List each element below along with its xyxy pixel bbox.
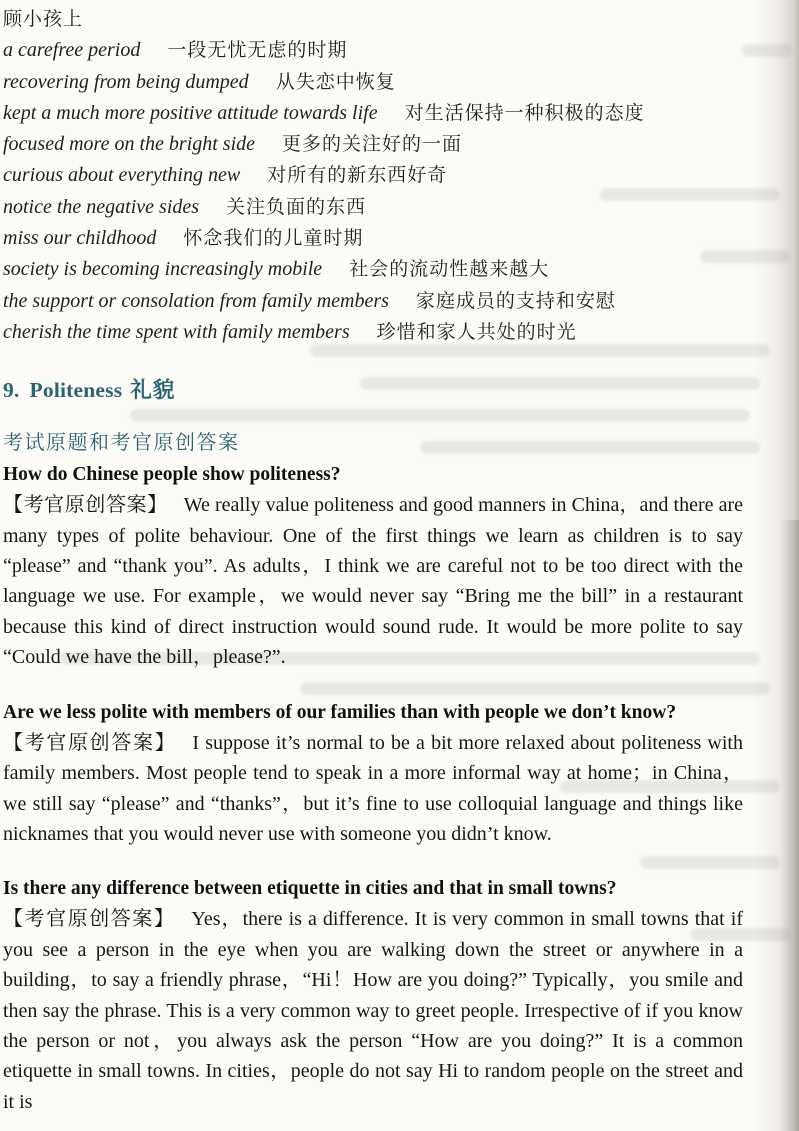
- vocab-chinese: 对所有的新东西好奇: [267, 165, 448, 187]
- question: Are we less polite with members of our families than with people we don’t know?: [3, 701, 677, 723]
- answer-paragraph: [3, 490, 743, 672]
- vocab-english: notice the negative sides: [3, 195, 200, 218]
- bleedthrough-artifact: [742, 44, 792, 57]
- vocab-english: miss our childhood: [3, 227, 157, 250]
- vocab-item: [3, 192, 745, 223]
- vocab-item: [3, 35, 745, 66]
- vocab-item: [3, 286, 745, 317]
- section-title: [3, 377, 745, 403]
- qa-block: [3, 875, 745, 1117]
- vocab-chinese: 关注负面的东西: [226, 196, 367, 218]
- page-edge-shadow: [753, 0, 799, 1131]
- subheading: 考试原题和考官原创答案: [3, 432, 240, 455]
- vocab-partial-line: [3, 4, 745, 35]
- vocab-chinese: 从失恋中恢复: [275, 71, 396, 93]
- vocab-english: the support or consolation from family members: [3, 289, 389, 312]
- vocab-chinese: 社会的流动性越来越大: [349, 259, 550, 281]
- vocab-item: [3, 223, 745, 254]
- vocab-english: recovering from being dumped: [3, 70, 249, 93]
- vocab-chinese: 对生活保持一种积极的态度: [404, 102, 645, 124]
- qa-block: [3, 699, 745, 850]
- vocab-english: kept a much more positive attitude towards life: [3, 101, 378, 124]
- question: Is there any difference between etiquette in cities and that in small towns?: [3, 878, 617, 900]
- vocab-chinese: 一段无忧无虑的时期: [167, 40, 348, 62]
- answer-text: I suppose it’s normal to be a bit more relaxed about politeness with family members. Most people tend to speak in a more informal way at home；in China，we still say “please” and “thanks”，but it’s fine to use colloquial language and things like nicknames that you would never use with someone you didn’t know.: [3, 731, 743, 845]
- answer-paragraph: [3, 904, 743, 1117]
- vocab-chinese: 怀念我们的儿童时期: [183, 228, 364, 250]
- question: How do Chinese people show politeness?: [3, 464, 341, 486]
- answer-label: 【考官原创答案】: [3, 908, 176, 931]
- vocab-item: [3, 67, 745, 98]
- page-content: [3, 4, 745, 1117]
- vocab-item: [3, 98, 745, 129]
- vocab-english: curious about everything new: [3, 164, 241, 187]
- vocab-english: society is becoming increasingly mobile: [3, 258, 323, 281]
- section-title-en: Politeness: [29, 378, 123, 403]
- answer-text: We really value politeness and good manners in China，and there are many types of polite behaviour. One of the first things we learn as children is to say “please” and “thank you”. As adults，I think we are careful not to be too direct with the language we use. For example，we would never say “Bring me the bill” in a restaurant because this kind of direct instruction would sound rude. It would be more polite to say “Could we have the bill，please?”.: [3, 494, 743, 669]
- section-number: 9.: [3, 378, 20, 403]
- qa-block: [3, 461, 745, 672]
- vocab-chinese: 珍惜和家人共处的时光: [376, 321, 577, 343]
- vocab-item: [3, 317, 745, 348]
- vocab-partial-text: 顾小孩上: [3, 9, 84, 30]
- answer-label: 【考官原创答案】: [3, 731, 177, 754]
- vocab-item: [3, 160, 745, 191]
- answer-text: Yes，there is a difference. It is very common in small towns that if you see a person in the eye when you are walking down the street or anywhere in a building，to say a friendly phrase，“Hi！How are you doing?” Typically，you smile and then say the phrase. This is a very common way to greet people. Irrespective of if you know the person or not，you always ask the person “How are you doing?” It is a common etiquette in small towns. In cities，people do not say Hi to random people on the street and it is: [3, 908, 744, 1113]
- answer-label: 【考官原创答案】: [3, 494, 168, 517]
- vocab-item: [3, 129, 745, 160]
- vocab-english: cherish the time spent with family members: [3, 320, 350, 343]
- vocab-item: [3, 254, 745, 285]
- vocab-english: a carefree period: [3, 39, 141, 62]
- vocab-english: focused more on the bright side: [3, 133, 256, 156]
- vocab-chinese: 更多的关注好的一面: [282, 134, 463, 156]
- vocab-list: [3, 4, 745, 348]
- section-title-zh: 礼貌: [130, 378, 176, 403]
- page-edge-shadow-lower: [781, 520, 799, 1131]
- answer-paragraph: [3, 728, 743, 850]
- vocab-chinese: 家庭成员的支持和安慰: [415, 290, 616, 312]
